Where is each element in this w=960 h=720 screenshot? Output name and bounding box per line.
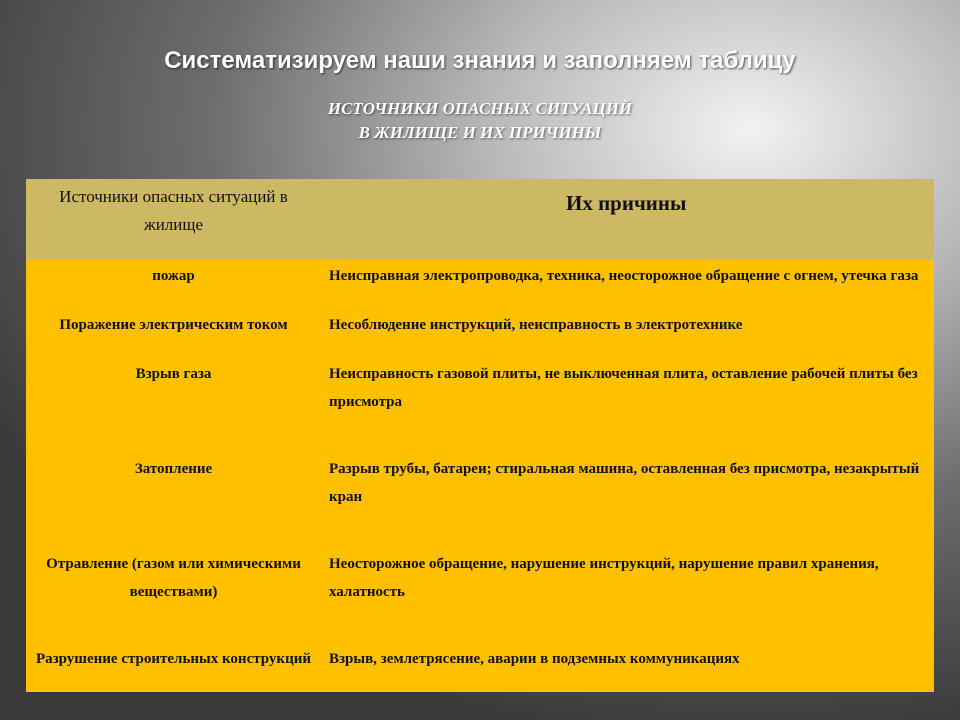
table-row <box>26 643 934 692</box>
subtitle-line-2: В ЖИЛИЩЕ И ИХ ПРИЧИНЫ <box>358 123 602 142</box>
table-row <box>26 358 934 453</box>
header-causes: Их причины <box>321 179 934 260</box>
causes-cell: Взрыв, землетрясение, аварии в подземных коммуникациях <box>321 643 934 692</box>
table-row <box>26 260 934 309</box>
source-cell: Затопление <box>26 453 321 548</box>
causes-cell: Разрыв трубы, батареи; стиральная машина, оставленная без присмотра, незакрытый кран <box>321 453 934 548</box>
source-cell: Взрыв газа <box>26 358 321 453</box>
source-cell: Разрушение строительных конструкций <box>26 643 321 692</box>
source-cell: Отравление (газом или химическими веществами) <box>26 548 321 643</box>
header-sources: Источники опасных ситуаций в жилище <box>26 179 321 260</box>
table-header-row <box>26 179 934 260</box>
table-row <box>26 309 934 358</box>
slide-title: Систематизируем наши знания и заполняем таблицу <box>164 47 796 74</box>
table-row <box>26 453 934 548</box>
source-cell: Поражение электрическим током <box>26 309 321 358</box>
hazards-table <box>26 179 934 692</box>
subtitle-line-1: ИСТОЧНИКИ ОПАСНЫХ СИТУАЦИЙ <box>327 99 633 118</box>
source-cell: пожар <box>26 260 321 309</box>
slide-subtitle <box>0 97 960 145</box>
table-row <box>26 548 934 643</box>
causes-cell: Неисправность газовой плиты, не выключенная плита, оставление рабочей плиты без присмотра <box>321 358 934 453</box>
causes-cell: Неисправная электропроводка, техника, неосторожное обращение с огнем, утечка газа <box>321 260 934 309</box>
causes-cell: Несоблюдение инструкций, неисправность в электротехнике <box>321 309 934 358</box>
causes-cell: Неосторожное обращение, нарушение инструкций, нарушение правил хранения, халатность <box>321 548 934 643</box>
